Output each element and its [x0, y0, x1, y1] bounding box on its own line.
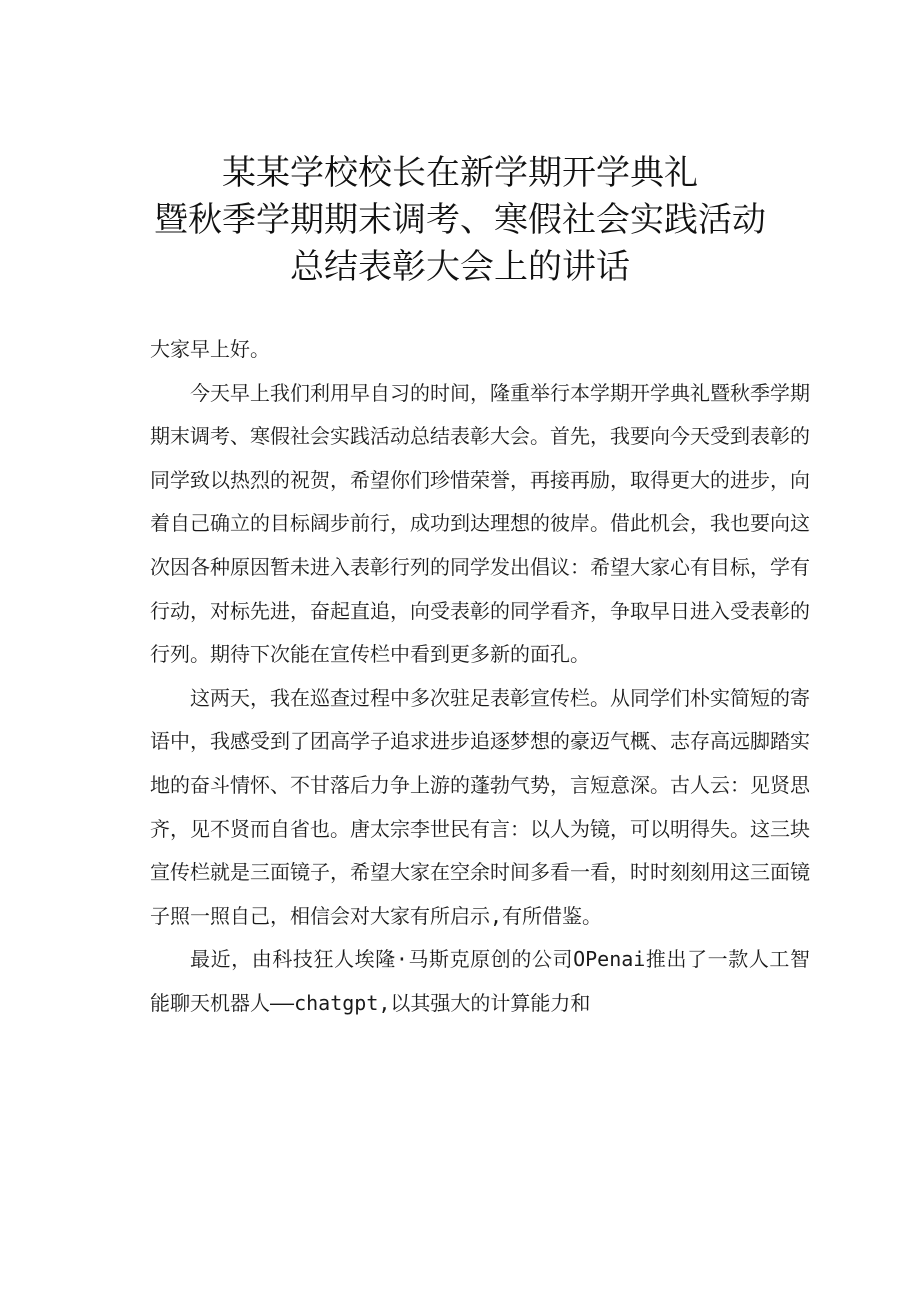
document-body: [150, 328, 810, 1026]
greeting: 大家早上好。: [150, 337, 270, 361]
paragraph-2: 这两天，我在巡查过程中多次驻足表彰宣传栏。从同学们朴实简短的寄语中，我感受到了团高学子追求进步追逐梦想的豪迈气概、志存高远脚踏实地的奋斗情怀、不甘落后力争上游的蓬勃气势，言短意深。古人云：见贤思齐，见不贤而自省也。唐太宗李世民有言：以人为镜，可以明得失。这三块宣传栏就是三面镜子，希望大家在空余时间多看一看，时时刻刻用这三面镜子照一照自己，相信会对大家有所启示,有所借鉴。: [150, 685, 810, 928]
title-line-3: 总结表彰大会上的讲话: [290, 247, 630, 287]
paragraph-3: 最近，由科技狂人埃隆·马斯克原创的公司OPenai推出了一款人工智能聊天机器人——chatgpt,以其强大的计算能力和: [150, 947, 810, 1015]
document-title: [0, 150, 920, 291]
title-line-1: 某某学校校长在新学期开学典礼: [222, 153, 698, 193]
title-line-2: 暨秋季学期期末调考、寒假社会实践活动: [154, 200, 766, 240]
paragraph-1: 今天早上我们利用早自习的时间，隆重举行本学期开学典礼暨秋季学期期末调考、寒假社会实践活动总结表彰大会。首先，我要向今天受到表彰的同学致以热烈的祝贺，希望你们珍惜荣誉，再接再励，取得更大的进步，向着自己确立的目标阔步前行，成功到达理想的彼岸。借此机会，我也要向这次因各种原因暂未进入表彰行列的同学发出倡议：希望大家心有目标，学有行动，对标先进，奋起直追，向受表彰的同学看齐，争取早日进入受表彰的行列。期待下次能在宣传栏中看到更多新的面孔。: [150, 380, 810, 667]
